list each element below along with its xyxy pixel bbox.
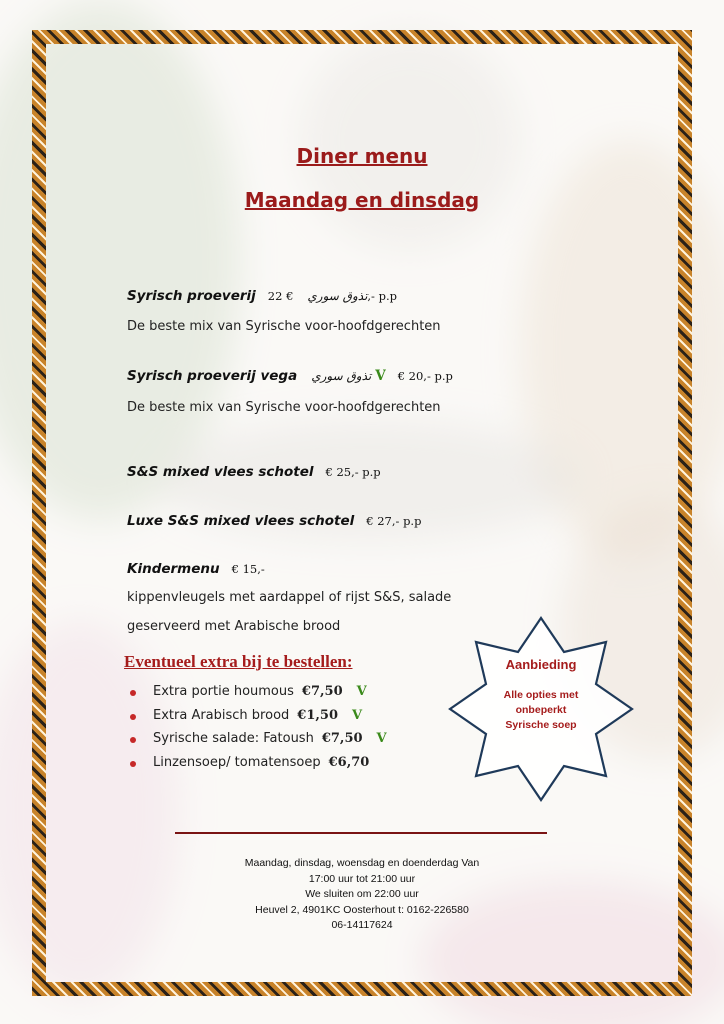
item-name: S&S mixed vlees schotel bbox=[127, 464, 314, 480]
menu-item-luxe-mixed-vlees-schotel bbox=[127, 513, 421, 529]
item-name: Kindermenu bbox=[127, 561, 220, 577]
extra-label: Extra portie houmous bbox=[153, 684, 294, 699]
extra-label: Linzensoep/ tomatensoep bbox=[153, 754, 321, 770]
mobile-number: 06-14117624 bbox=[331, 919, 393, 931]
item-price: € 15,- bbox=[231, 562, 265, 576]
offer-line: onbeperkt bbox=[515, 704, 567, 716]
opening-hours: 17:00 uur tot 21:00 uur bbox=[308, 872, 416, 885]
vegetarian-icon: V bbox=[356, 684, 367, 699]
item-name: Syrisch proeverij vega bbox=[127, 368, 298, 384]
item-arabic: تذوق سوري bbox=[307, 289, 368, 303]
item-name: Syrisch proeverij bbox=[127, 288, 256, 304]
item-price: € 20,- p.p bbox=[397, 369, 453, 383]
address-phone: Heuvel 2, 4901KC Oosterhout t: 0162-226580 bbox=[255, 903, 469, 916]
menu-title: Diner menu bbox=[296, 144, 428, 168]
list-item bbox=[130, 755, 387, 779]
offer-title: Aanbieding bbox=[505, 657, 577, 672]
divider bbox=[175, 832, 547, 834]
item-description: De beste mix van Syrische voor-hoofdgerechten bbox=[127, 400, 441, 415]
item-description: De beste mix van Syrische voor-hoofdgerechten bbox=[127, 319, 441, 334]
extra-price: €7,50 bbox=[301, 684, 343, 699]
extra-label: Extra Arabisch brood bbox=[153, 707, 290, 723]
vegetarian-icon: V bbox=[352, 707, 363, 723]
item-price: € 22,- p.p bbox=[267, 289, 397, 303]
item-arabic: تذوق سوري bbox=[311, 369, 372, 383]
menu-item-syrisch-proeverij-vega bbox=[127, 368, 453, 384]
closing-time: We sluiten om 22:00 uur bbox=[305, 888, 419, 900]
item-description: kippenvleugels met aardappel of rijst S&S, salade bbox=[127, 590, 452, 605]
item-price: € 27,- p.p bbox=[366, 514, 422, 528]
opening-days: Maandag, dinsdag, woensdag en doenderdag Van bbox=[244, 857, 480, 869]
vegetarian-icon: V bbox=[375, 368, 386, 384]
offer-text bbox=[486, 688, 596, 733]
menu-item-syrisch-proeverij bbox=[127, 288, 397, 304]
list-item bbox=[130, 731, 387, 755]
item-name: Luxe S&S mixed vlees schotel bbox=[127, 513, 355, 529]
bullet-icon bbox=[130, 737, 136, 743]
menu-item-kindermenu bbox=[127, 561, 265, 577]
menu-subtitle: Maandag en dinsdag bbox=[244, 188, 480, 212]
bullet-icon bbox=[130, 690, 136, 696]
offer-line: Alle opties met bbox=[503, 689, 579, 701]
extras-list bbox=[130, 684, 387, 778]
menu-item-mixed-vlees-schotel bbox=[127, 464, 381, 480]
bullet-icon bbox=[130, 714, 136, 720]
extra-price: €7,50 bbox=[321, 731, 363, 746]
extra-label: Syrische salade: Fatoush bbox=[153, 731, 314, 746]
list-item bbox=[130, 708, 387, 732]
vegetarian-icon: V bbox=[376, 731, 387, 746]
extra-price: €6,70 bbox=[328, 754, 370, 770]
item-description: geserveerd met Arabische brood bbox=[127, 619, 341, 634]
footer-info bbox=[0, 856, 724, 934]
extra-price: €1,50 bbox=[297, 707, 338, 723]
extras-heading: Eventueel extra bij te bestellen: bbox=[124, 652, 353, 671]
offer-line: Syrische soep bbox=[505, 719, 577, 731]
list-item bbox=[130, 684, 387, 708]
bullet-icon bbox=[130, 761, 136, 767]
item-price: € 25,- p.p bbox=[325, 465, 381, 479]
